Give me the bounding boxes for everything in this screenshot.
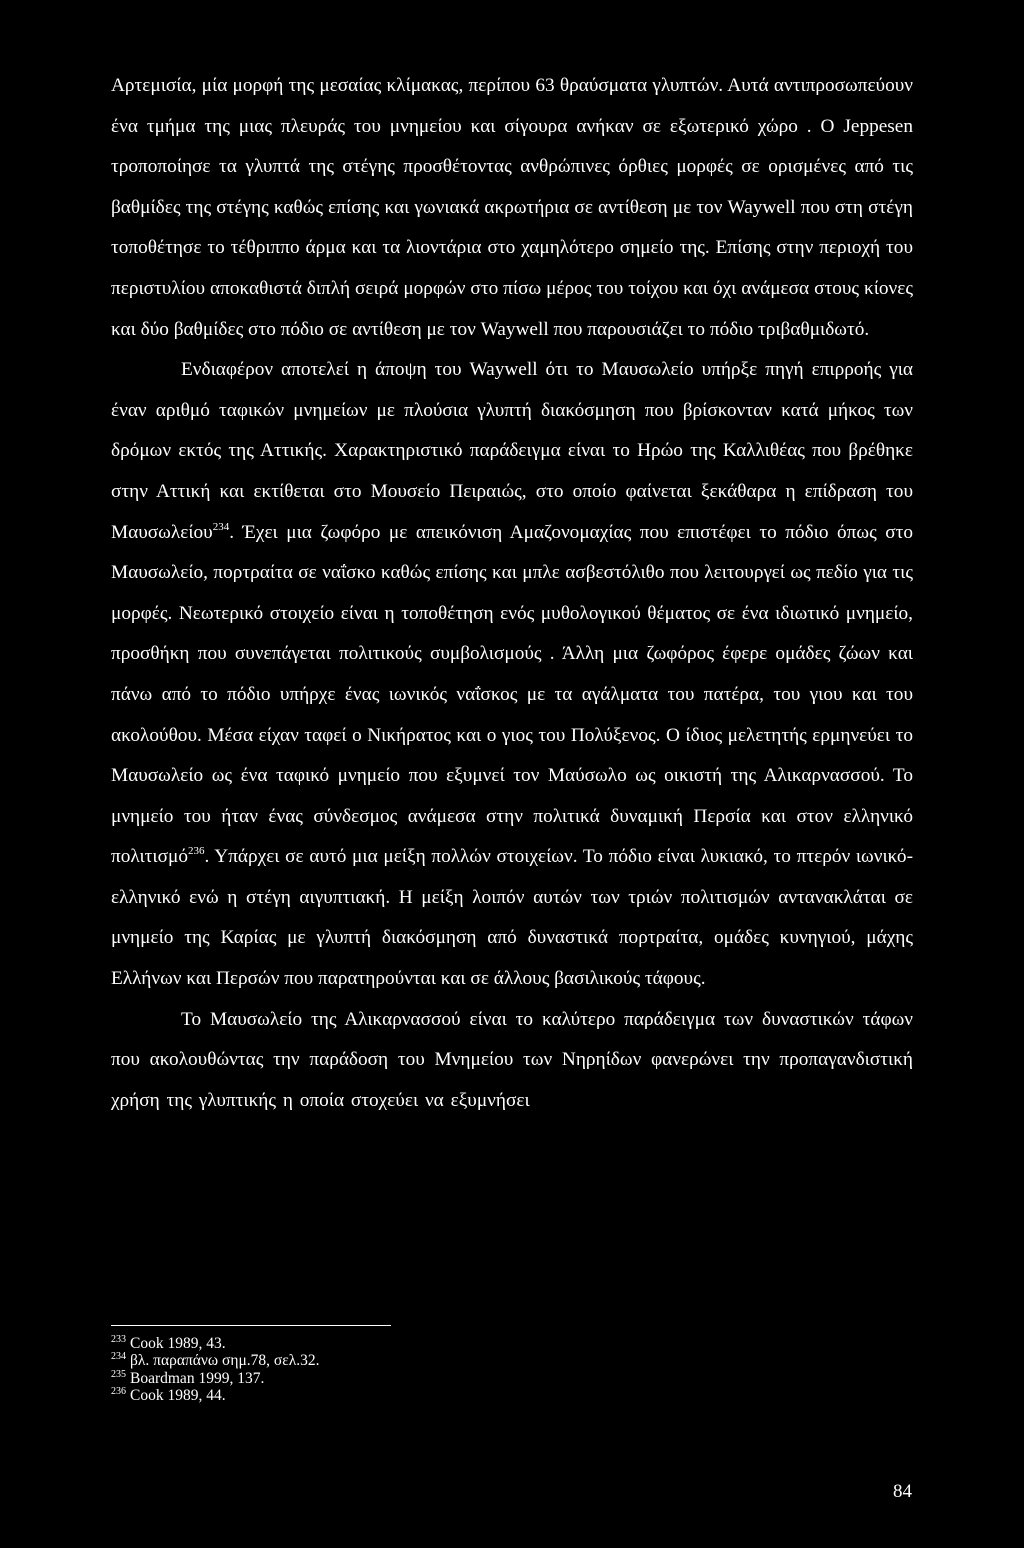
footnote (111, 1370, 320, 1387)
paragraph (111, 350, 913, 1000)
paragraph (111, 1000, 913, 1122)
paragraph-text: Το Μαυσωλείο της Αλικαρνασσού είναι το καλύτερο παράδειγμα των δυναστικών τάφων που ακολουθώντας την παράδοση του Μνημείου των Νηρηίδων φανερώνει την προπαγανδιστική χρήση της γλυπτικής η οποία στοχεύει να εξυμνήσει (111, 1008, 913, 1111)
paragraph-text: Ενδιαφέρον αποτελεί η άποψη του Waywell ότι το Μαυσωλείο υπήρξε πηγή επιρροής για έναν αριθμό ταφικών μνημείων με πλούσια γλυπτή διακόσμηση που βρίσκονταν κατά μήκος των δρόμων εκτός της Αττικής. Χαρακτηριστικό παράδειγμα είναι το Ηρώο της Καλλιθέας που βρέθηκε στην Αττική και εκτίθεται στο Μουσείο Πειραιώς, στο οποίο φαίνεται ξεκάθαρα η επίδραση του Μαυσωλείου (111, 359, 913, 543)
footnote-number: 236 (111, 1385, 126, 1397)
footnote-text: Cook 1989, 44. (130, 1386, 226, 1404)
paragraph-text: . Υπάρχει σε αυτό μια μείξη πολλών στοιχείων. Το πόδιο είναι λυκιακό, το πτερόν ιωνικό-ελληνικό ενώ η στέγη αιγυπτιακή. Η μείξη λοιπόν αυτών των τριών πολιτισμών αντανακλάται σε μνημείο της Καρίας με γλυπτή διακόσμηση από δυναστικά πορτραίτα, ομάδες κυνηγιού, μάχης Ελλήνων και Περσών που παρατηρούνται και σε άλλους βασιλικούς τάφους. (111, 846, 913, 990)
footnote-text: Boardman 1999, 137. (130, 1369, 265, 1387)
footnote (111, 1352, 320, 1369)
paragraph-text: . Έχει μια ζωφόρο με απεικόνιση Αμαζονομαχίας που επιστέφει το πόδιο όπως στο Μαυσωλείο, πορτραίτα σε ναΐσκο καθώς επίσης και μπλε ασβεστόλιθο που λειτουργεί ως πεδίο για τις μορφές. Νεωτερικό στοιχείο είναι η τοποθέτηση ενός μυθολογικού θέματος σε ένα ιδιωτικό μνημείο, προσθήκη που συνεπάγεται πολιτικούς συμβολισμούς . Άλλη μια ζωφόρος έφερε ομάδες ζώων και πάνω από το πόδιο υπήρχε ένας ιωνικός ναΐσκος με τα αγάλματα του πατέρα, του γιου και του ακολούθου. Μέσα είχαν ταφεί ο Νικήρατος και ο γιος του Πολύξενος. Ο ίδιος μελετητής ερμηνεύει το Μαυσωλείο ως ένα ταφικό μνημείο που εξυμνεί τον Μαύσωλο ως οικιστή της Αλικαρνασσού. Το μνημείο του ήταν ένας σύνδεσμος ανάμεσα στην πολιτικά δυναμική Περσία και στον ελληνικό πολιτισμό (111, 521, 913, 868)
footnote-ref: 234 (212, 520, 230, 533)
footnote-number: 234 (111, 1351, 126, 1363)
page-number: 84 (893, 1481, 912, 1502)
footnote-text: βλ. παραπάνω σημ.78, σελ.32. (130, 1352, 320, 1370)
footnote-number: 233 (111, 1334, 126, 1345)
footnotes (111, 1335, 320, 1404)
footnote (111, 1335, 320, 1352)
body-text (111, 66, 913, 1121)
footnote-separator (111, 1325, 391, 1326)
paragraph (111, 66, 913, 350)
footnote-text: Cook 1989, 43. (130, 1335, 226, 1352)
footnote-ref: 236 (187, 845, 205, 858)
paragraph-text: Αρτεμισία, μία μορφή της μεσαίας κλίμακας, περίπου 63 θραύσματα γλυπτών. Αυτά αντιπροσωπεύουν ένα τμήμα της μιας πλευράς του μνημείου και σίγουρα ανήκαν σε εξωτερικό χώρο . Ο Jeppesen τροποποίησε τα γλυπτά της στέγης προσθέτοντας ανθρώπινες όρθιες μορφές σε ορισμένες από τις βαθμίδες της στέγης καθώς επίσης και γωνιακά ακρωτήρια σε αντίθεση με τον Waywell που στη στέγη τοποθέτησε το τέθριππο άρμα και τα λιοντάρια στο χαμηλότερο σημείο της. Επίσης στην περιοχή του περιστυλίου αποκαθιστά διπλή σειρά μορφών στο πίσω μέρος του τοίχου και όχι ανάμεσα στους κίονες και δύο βαθμίδες στο πόδιο σε αντίθεση με τον Waywell που παρουσιάζει το πόδιο τριβαθμιδωτό. (111, 75, 913, 340)
footnote (111, 1387, 320, 1404)
footnote-number: 235 (111, 1368, 126, 1380)
